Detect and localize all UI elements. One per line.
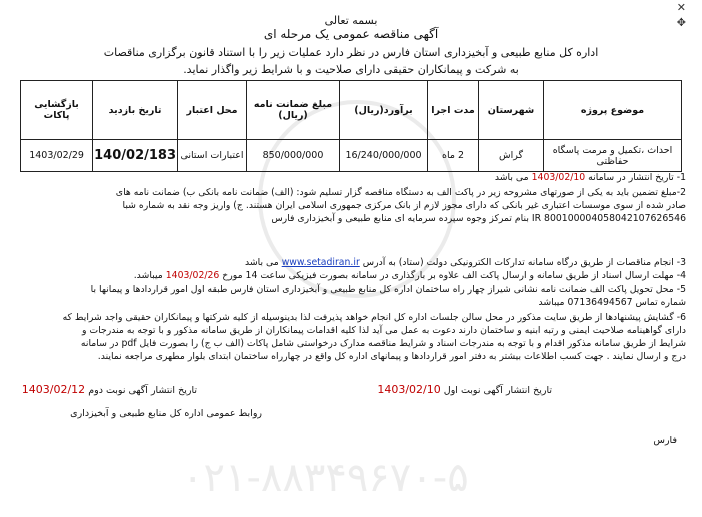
column-header: بازگشایی پاکات [21, 81, 93, 140]
publish-second-date: 1403/02/12 [21, 383, 86, 396]
table-header-row [21, 81, 682, 140]
footer-province: فارس [653, 435, 677, 446]
cell-subject: احداث ،تکمیل و مرمت پاسگاه حفاظتی [544, 140, 682, 172]
watermark-phone: ۰۲۱-۸۸۳۴۹۶۷۰-۵ [182, 455, 469, 501]
item-2 [16, 186, 686, 225]
header-bismillah: بسمه تعالی [324, 14, 378, 27]
setadiran-link[interactable]: www.setadiran.ir [281, 257, 360, 268]
column-header: تاریخ بازدید [93, 81, 178, 140]
item-2-iban: IR 800100004058042107626546 [531, 213, 686, 224]
item-1-text: 1- تاریخ انتشار در سامانه [588, 172, 686, 183]
column-header: موضوع پروژه [544, 81, 682, 140]
column-header: مدت اجرا [428, 81, 479, 140]
header-intro [20, 44, 682, 78]
item-4-suffix: میباشد. [133, 270, 163, 281]
item-6 [16, 311, 686, 363]
item-1-date: 1403/02/10 [531, 172, 586, 183]
item-2-line1: 2-مبلغ تضمین باید به یکی از صورتهای مشروحه زیر در پاکت الف به دستگاه مناقصه گزار تسلیم شود: (الف) ضمانت نامه بانکی ب) ضمانت نامه های [115, 187, 686, 198]
column-header: محل اعتبار [178, 81, 247, 140]
item-5-line2: شماره تماس 07136494567 میباشد [538, 297, 686, 308]
item-3-text: 3- انجام مناقصات از طریق درگاه سامانه تدارکات الکترونیکی دولت (ستاد) به آدرس [362, 257, 686, 268]
publish-first [377, 383, 552, 396]
item-4-text: 4- مهلت ارسال اسناد از طریق سامانه و ارسال پاکت الف علاوه بر بارگذاری در سامانه بصورت فیزیکی ساعت 14 مورخ [222, 270, 686, 281]
item-4 [16, 269, 686, 282]
cell-estimate: 16/240/000/000 [340, 140, 428, 172]
publish-second-label: تاریخ انتشار آگهی نوبت دوم [88, 385, 197, 396]
page-title: آگهی مناقصه عمومی یک مرحله ای [263, 27, 439, 41]
cell-duration: 2 ماه [428, 140, 479, 172]
item-2-line3 [16, 212, 686, 225]
table-row [21, 140, 682, 172]
item-2-line2: صادر شده از سوی موسسات اعتباری غیر بانکی که دارای مجوز لازم از بانک مرکزی جمهوری اسلامی ایران هستند. ج) واریز وجه نقد به شماره شبا [122, 200, 686, 211]
cell-city: گراش [479, 140, 544, 172]
header-intro-line1: اداره کل منابع طبیعی و آبخیزداری استان فارس در نظر دارد عملیات زیر را با استناد قانون برگزاری مناقصات [103, 46, 599, 59]
tender-table [20, 80, 682, 172]
column-header: برآورد(ریال) [340, 81, 428, 140]
publish-first-date: 1403/02/10 [377, 383, 441, 396]
item-5 [16, 283, 686, 309]
column-header: مبلغ ضمانت نامه (ریال) [247, 81, 340, 140]
item-3 [16, 256, 686, 269]
item-6-line4: درج و ارسال نمایند . جهت کسب اطلاعات بیشتر به دفتر امور قراردادها و پیمانهای اداره کل واقع در چهارراه ساختمان ابتدای بلوار مطهری مراجعه نمایند. [97, 351, 686, 362]
item-6-line3: شرایط از طریق سامانه مذکور اقدام و با توجه به مندرجات اسناد و شرایط مناقصه مدارک درخواستی شامل پاکات (الف ب ج) را بصورت فایل pdf در سامانه [80, 338, 686, 349]
cell-visit-date: 140/02/183 [93, 140, 178, 172]
item-1 [16, 171, 686, 184]
publish-first-label: تاریخ انتشار آگهی نوبت اول [443, 385, 552, 396]
cell-credit: اعتبارات استانی [178, 140, 247, 172]
item-3-suffix: می باشد [244, 257, 279, 268]
item-2-line3-text: بنام تمرکز وجوه سپرده سرمایه ای منابع طبیعی و آبخیزداری فارس [271, 213, 529, 224]
column-header: شهرستان [479, 81, 544, 140]
header-intro-line2: به شرکت و پیمانکاران حقیقی دارای صلاحیت و با شرایط زیر واگذار نماید. [183, 63, 519, 76]
cell-guarantee: 850/000/000 [247, 140, 340, 172]
item-1-suffix: می باشد [494, 172, 529, 183]
item-5-line1: 5- محل تحویل پاکت الف ضمانت نامه نشانی شیراز چهار راه ساختمان اداره کل منابع طبیعی و آبخیزداری استان فارس طبقه اول امور قراردادها و پیمانها با [90, 284, 686, 295]
item-6-line1: 6- گشایش پیشنهادها از طریق سایت مذکور در محل سالن جلسات اداره کل انجام خواهد پذیرفت لذا بدینوسیله از کلیه شرکتها و پیمانکاران حقیقی واجد شرایط که [62, 312, 686, 323]
footer-org: روابط عمومی اداره کل منابع طبیعی و آبخیزداری [70, 408, 262, 419]
close-icon[interactable]: ✕ [676, 1, 686, 14]
item-6-line2: دارای گواهینامه صلاحیت ایمنی و رتبه ابنیه و ساختمان دارند دعوت به عمل می آید لذا کلیه اقدامات پیمانکاران از طریق سامانه مذکور و با توجه به مندرجات و [81, 325, 686, 336]
publish-second [22, 383, 197, 396]
expand-icon[interactable]: ✥ [676, 16, 686, 29]
cell-opening: 1403/02/29 [21, 140, 93, 172]
item-4-date: 1403/02/26 [165, 270, 220, 281]
